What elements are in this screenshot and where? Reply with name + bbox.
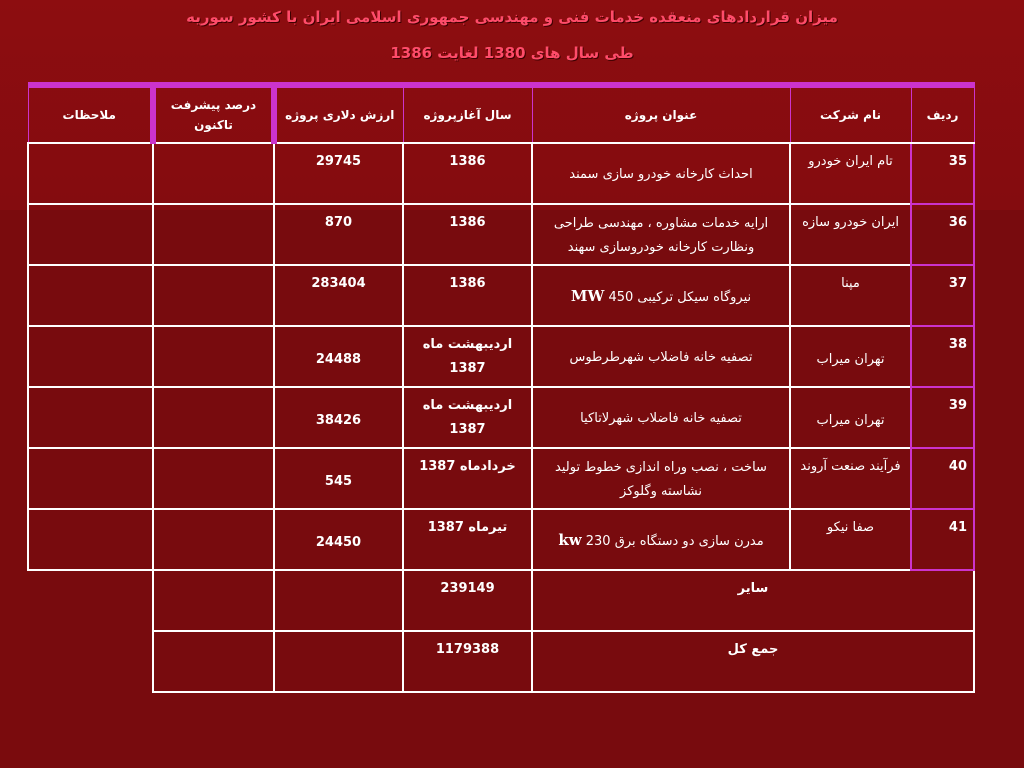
other-row	[28, 570, 974, 631]
contracts-table	[27, 82, 975, 693]
cell-project-title: ارایه خدمات مشاوره ، مهندسی طراحی ونظارت کارخانه خودروسازی سهند	[532, 204, 790, 265]
project-unit: kw	[558, 530, 582, 549]
cell-dollar-value: 870	[274, 204, 403, 265]
cell-progress	[153, 204, 274, 265]
cell-notes	[28, 448, 153, 509]
cell-project-title: احداث کارخانه خودرو سازی سمند	[532, 143, 790, 204]
cell-dollar-value: 38426	[274, 387, 403, 448]
header-notes: ملاحظات	[28, 85, 153, 143]
cell-company: تام ایران خودرو	[790, 143, 911, 204]
cell-start-year: اردیبهشت ماه 1387	[403, 326, 532, 387]
project-title-number: 230	[585, 533, 611, 549]
cell-progress	[153, 448, 274, 509]
other-dollar-value: 239149	[403, 570, 532, 631]
cell-progress	[153, 326, 274, 387]
total-dollar-value: 1179388	[403, 631, 532, 692]
table-row	[28, 448, 974, 509]
other-progress	[274, 570, 403, 631]
cell-project-title: ساخت ، نصب وراه اندازی خطوط تولید نشاسته وگلوکز	[532, 448, 790, 509]
cell-notes	[28, 143, 153, 204]
table-row	[28, 509, 974, 570]
cell-notes	[28, 387, 153, 448]
cell-notes	[28, 509, 153, 570]
cell-progress	[153, 143, 274, 204]
cell-progress	[153, 387, 274, 448]
cell-company: صفا نیکو	[790, 509, 911, 570]
cell-dollar-value: 24488	[274, 326, 403, 387]
cell-project-title	[532, 509, 790, 570]
header-project-title: عنوان پروژه	[532, 85, 790, 143]
cell-notes	[28, 204, 153, 265]
slide-subtitle: طی سال های 1380 لغایت 1386	[390, 44, 634, 62]
cell-company: فرآیند صنعت آروند	[790, 448, 911, 509]
total-progress	[274, 631, 403, 692]
cell-start-year: 1386	[403, 143, 532, 204]
cell-progress	[153, 265, 274, 326]
cell-notes	[28, 265, 153, 326]
table-row	[28, 265, 974, 326]
cell-start-year: خردادماه 1387	[403, 448, 532, 509]
cell-row-no: 39	[911, 387, 974, 448]
cell-dollar-value: 545	[274, 448, 403, 509]
cell-project-title: تصفیه خانه فاضلاب شهرلاتاکیا	[532, 387, 790, 448]
cell-company: ایران خودرو سازه	[790, 204, 911, 265]
other-notes	[153, 570, 274, 631]
header-start-year: سال آغازپروژه	[403, 85, 532, 143]
cell-project-title: تصفیه خانه فاضلاب شهرطرطوس	[532, 326, 790, 387]
cell-row-no: 36	[911, 204, 974, 265]
cell-start-year: 1386	[403, 265, 532, 326]
cell-row-no: 37	[911, 265, 974, 326]
slide-title: میزان قراردادهای منعقده خدمات فنی و مهندسی جمهوری اسلامی ایران با کشور سوریه	[186, 8, 838, 26]
project-title-text: نیروگاه سیکل ترکیبی 450	[608, 289, 752, 305]
table-row	[28, 387, 974, 448]
header-row-no: ردیف	[911, 85, 974, 143]
cell-notes	[28, 326, 153, 387]
cell-row-no: 40	[911, 448, 974, 509]
cell-project-title	[532, 265, 790, 326]
header-progress: درصد پیشرفت تاکنون	[153, 85, 274, 143]
cell-dollar-value: 283404	[274, 265, 403, 326]
table-row	[28, 204, 974, 265]
cell-row-no: 38	[911, 326, 974, 387]
cell-row-no: 35	[911, 143, 974, 204]
project-unit: MW	[570, 286, 605, 305]
header-row	[28, 85, 974, 143]
table-row	[28, 326, 974, 387]
total-row	[28, 631, 974, 692]
cell-company: تهران میراب	[790, 326, 911, 387]
cell-start-year: تیرماه 1387	[403, 509, 532, 570]
total-label: جمع کل	[532, 631, 974, 692]
cell-company: تهران میراب	[790, 387, 911, 448]
cell-dollar-value: 24450	[274, 509, 403, 570]
header-company: نام شرکت	[790, 85, 911, 143]
other-label: سایر	[532, 570, 974, 631]
total-notes	[153, 631, 274, 692]
project-title-text: مدرن سازی دو دستگاه برق	[614, 533, 764, 549]
cell-dollar-value: 29745	[274, 143, 403, 204]
header-dollar-value: ارزش دلاری پروژه	[274, 85, 403, 143]
cell-progress	[153, 509, 274, 570]
cell-company: مپنا	[790, 265, 911, 326]
cell-start-year: اردیبهشت ماه 1387	[403, 387, 532, 448]
cell-start-year: 1386	[403, 204, 532, 265]
table-row	[28, 143, 974, 204]
cell-row-no: 41	[911, 509, 974, 570]
